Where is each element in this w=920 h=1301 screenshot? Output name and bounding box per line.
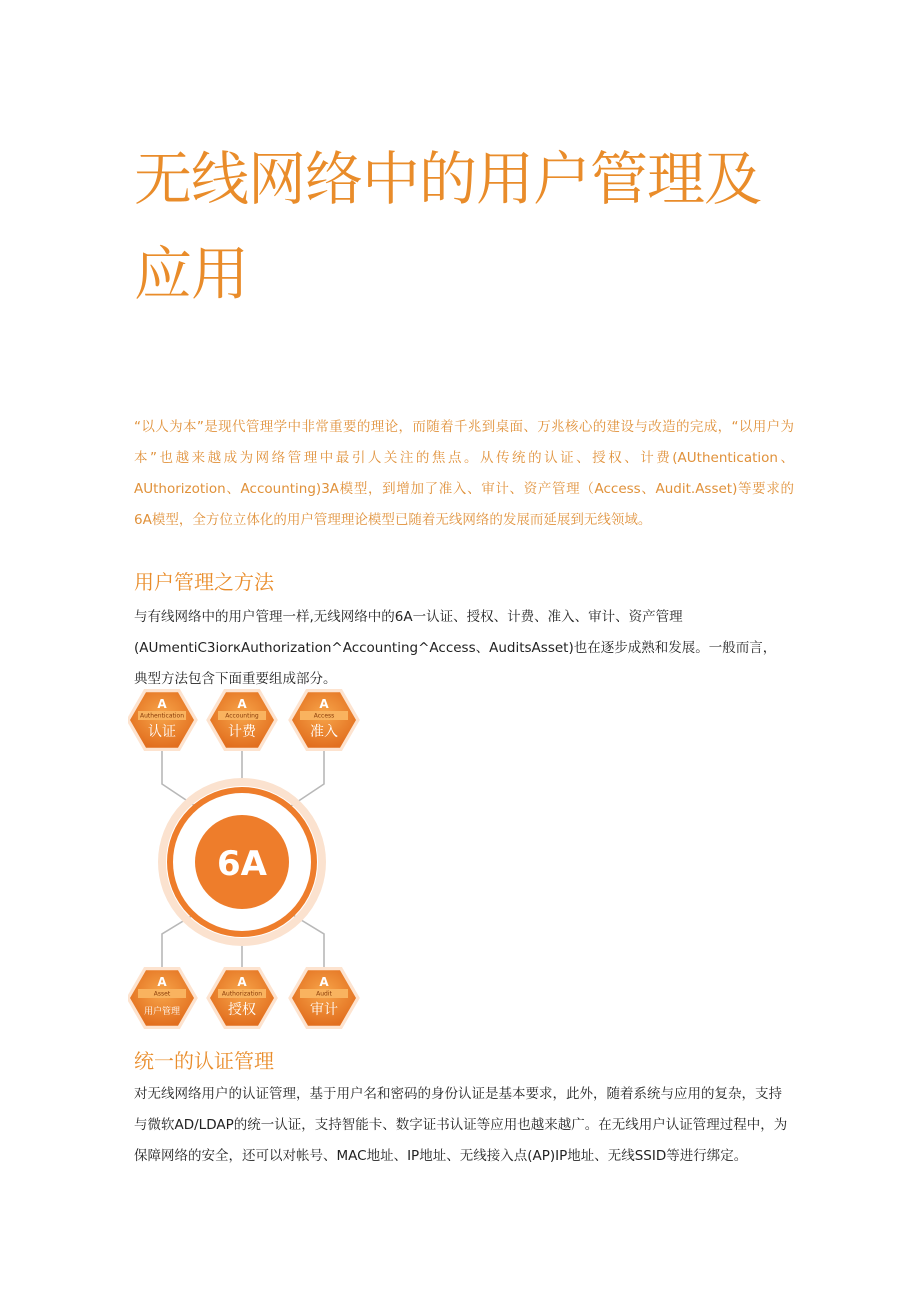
hex-chinese-label: 用户管理: [143, 1007, 181, 1017]
hex-node-authorization: [206, 967, 278, 1029]
hex-node-asset: [128, 967, 198, 1029]
6a-model-diagram: [128, 686, 360, 1032]
hex-letter: A: [237, 697, 247, 711]
hex-chinese-label: 计费: [228, 724, 256, 740]
hex-english-label: Asset: [153, 990, 171, 998]
hex-chinese-label: 认证: [148, 724, 176, 740]
methods-paragraph: 与有线网络中的用户管理一样,无线网络中的6A一认证、授权、计费、准入、审计、资产管理(AUmentiC3iorκAuthorization^Accounting^Access、AuditsAsset)也在逐步成熟和发展。一般而言，典型方法包含下面重要组成部分。: [134, 609, 777, 687]
hex-english-label: Audit: [316, 990, 332, 998]
hex-chinese-label: 准入: [310, 724, 338, 740]
page-title: 无线网络中的用户管理及应用: [134, 145, 762, 308]
hex-node-audit: [288, 967, 360, 1029]
section-heading-auth: 统一的认证管理: [134, 1049, 274, 1073]
hex-letter: A: [319, 975, 329, 989]
hex-node-accounting: [206, 689, 278, 751]
hex-chinese-label: 授权: [228, 1002, 256, 1018]
hex-english-label: Accounting: [225, 712, 259, 720]
hex-node-authentication: [128, 689, 198, 751]
auth-paragraph: 对无线网络用户的认证管理，基于用户名和密码的身份认证是基本要求，此外，随着系统与应用的复杂，支持与微软AD/LDAP的统一认证，支持智能卡、数字证书认证等应用也越来越广。在无线用户认证管理过程中，为保障网络的安全，还可以对帐号、MAC地址、IP地址、无线接入点(AP)IP地址、无线SSID等进行绑定。: [134, 1086, 788, 1164]
center-label: 6A: [217, 844, 267, 884]
hex-letter: A: [319, 697, 329, 711]
hex-letter: A: [157, 697, 167, 711]
hex-english-label: Authorization: [221, 990, 263, 998]
hex-chinese-label: 审计: [310, 1002, 338, 1018]
intro-paragraph: “以人为本”是现代管理学中非常重要的理论，而随着千兆到桌面、万兆核心的建设与改造的完成，“以用户为本”也越来越成为网络管理中最引人关注的焦点。从传统的认证、授权、计费(AUthentication、AUthorizotion、Accounting)3A模型，到增加了准入、审计、资产管理（Access、Audit.Asset)等要求的6A模型，全方位立体化的用户管理理论模型已随着无线网络的发展而延展到无线领域。: [134, 419, 794, 528]
hex-english-label: Authentication: [139, 712, 185, 720]
section-heading-methods: 用户管理之方法: [134, 570, 274, 594]
hex-letter: A: [237, 975, 247, 989]
hex-node-access: [288, 689, 360, 751]
hex-letter: A: [157, 975, 167, 989]
hex-english-label: Access: [313, 712, 335, 720]
